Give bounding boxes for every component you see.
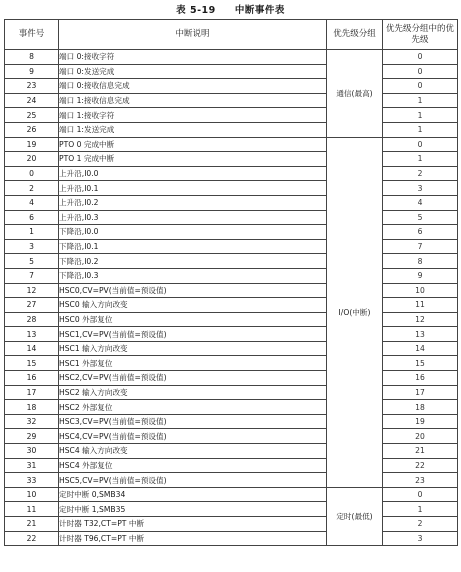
event-number-cell: 9 (5, 64, 59, 79)
description-cell: 下降沿,I0.3 (59, 268, 327, 283)
event-number-cell: 7 (5, 268, 59, 283)
event-number-cell: 6 (5, 210, 59, 225)
description-cell: HSC1 输入方向改变 (59, 341, 327, 356)
table-row (5, 458, 458, 473)
description-cell: HSC1 外部复位 (59, 356, 327, 371)
priority-cell: 0 (383, 64, 458, 79)
event-number-cell: 2 (5, 181, 59, 196)
priority-cell: 18 (383, 400, 458, 415)
event-number-cell: 12 (5, 283, 59, 298)
priority-cell: 7 (383, 239, 458, 254)
table-row (5, 239, 458, 254)
priority-group-cell: 通信(最高) (327, 50, 383, 138)
table-row (5, 371, 458, 386)
event-number-cell: 5 (5, 254, 59, 269)
table-row (5, 64, 458, 79)
priority-cell: 4 (383, 195, 458, 210)
priority-cell: 0 (383, 50, 458, 65)
table-row (5, 502, 458, 517)
event-number-cell: 20 (5, 152, 59, 167)
table-row (5, 487, 458, 502)
description-cell: HSC0 输入方向改变 (59, 298, 327, 313)
event-number-cell: 16 (5, 371, 59, 386)
priority-cell: 3 (383, 181, 458, 196)
event-number-cell: 3 (5, 239, 59, 254)
table-row (5, 137, 458, 152)
priority-cell: 2 (383, 517, 458, 532)
priority-cell: 1 (383, 122, 458, 137)
event-number-cell: 29 (5, 429, 59, 444)
table-row (5, 517, 458, 532)
table-row (5, 93, 458, 108)
description-cell: HSC2 输入方向改变 (59, 385, 327, 400)
table-row (5, 414, 458, 429)
table-title: 中断事件表 (234, 5, 285, 16)
description-cell: 下降沿,I0.0 (59, 225, 327, 240)
event-number-cell: 15 (5, 356, 59, 371)
description-cell: HSC0,CV=PV(当前值=预设值) (59, 283, 327, 298)
priority-cell: 1 (383, 152, 458, 167)
priority-cell: 14 (383, 341, 458, 356)
event-number-cell: 11 (5, 502, 59, 517)
priority-cell: 20 (383, 429, 458, 444)
event-number-cell: 14 (5, 341, 59, 356)
event-number-cell: 22 (5, 531, 59, 546)
description-cell: HSC2 外部复位 (59, 400, 327, 415)
description-cell: 上升沿,I0.1 (59, 181, 327, 196)
event-number-cell: 23 (5, 79, 59, 94)
table-row (5, 444, 458, 459)
header-event-number: 事件号 (5, 20, 59, 50)
table-row (5, 225, 458, 240)
priority-cell: 16 (383, 371, 458, 386)
header-priority-in-group: 优先级分组中的优先级 (383, 20, 458, 50)
priority-cell: 10 (383, 283, 458, 298)
priority-cell: 19 (383, 414, 458, 429)
table-row (5, 79, 458, 94)
priority-cell: 2 (383, 166, 458, 181)
priority-cell: 0 (383, 79, 458, 94)
priority-cell: 0 (383, 137, 458, 152)
event-number-cell: 32 (5, 414, 59, 429)
table-row (5, 181, 458, 196)
description-cell: 端口 0:发送完成 (59, 64, 327, 79)
table-row (5, 531, 458, 546)
description-cell: HSC0 外部复位 (59, 312, 327, 327)
table-row (5, 166, 458, 181)
table-header-row (5, 20, 458, 50)
description-cell: 上升沿,I0.3 (59, 210, 327, 225)
priority-cell: 0 (383, 487, 458, 502)
priority-cell: 23 (383, 473, 458, 488)
description-cell: 端口 0:接收字符 (59, 50, 327, 65)
table-row (5, 268, 458, 283)
event-number-cell: 0 (5, 166, 59, 181)
priority-cell: 15 (383, 356, 458, 371)
event-number-cell: 25 (5, 108, 59, 123)
event-number-cell: 33 (5, 473, 59, 488)
priority-cell: 11 (383, 298, 458, 313)
description-cell: HSC1,CV=PV(当前值=预设值) (59, 327, 327, 342)
description-cell: HSC2,CV=PV(当前值=预设值) (59, 371, 327, 386)
table-row (5, 312, 458, 327)
priority-cell: 8 (383, 254, 458, 269)
event-number-cell: 30 (5, 444, 59, 459)
table-row (5, 429, 458, 444)
event-number-cell: 28 (5, 312, 59, 327)
priority-cell: 21 (383, 444, 458, 459)
table-row (5, 50, 458, 65)
event-number-cell: 24 (5, 93, 59, 108)
description-cell: HSC4 输入方向改变 (59, 444, 327, 459)
table-row (5, 152, 458, 167)
priority-cell: 17 (383, 385, 458, 400)
table-row (5, 108, 458, 123)
priority-cell: 1 (383, 502, 458, 517)
interrupt-events-table (4, 19, 458, 546)
description-cell: 计时器 T32,CT=PT 中断 (59, 517, 327, 532)
description-cell: HSC3,CV=PV(当前值=预设值) (59, 414, 327, 429)
event-number-cell: 8 (5, 50, 59, 65)
event-number-cell: 1 (5, 225, 59, 240)
description-cell: 计时器 T96,CT=PT 中断 (59, 531, 327, 546)
description-cell: PTO 1 完成中断 (59, 152, 327, 167)
event-number-cell: 31 (5, 458, 59, 473)
priority-cell: 22 (383, 458, 458, 473)
table-row (5, 122, 458, 137)
event-number-cell: 17 (5, 385, 59, 400)
event-number-cell: 26 (5, 122, 59, 137)
description-cell: HSC4,CV=PV(当前值=预设值) (59, 429, 327, 444)
table-row (5, 341, 458, 356)
priority-cell: 5 (383, 210, 458, 225)
event-number-cell: 18 (5, 400, 59, 415)
priority-cell: 3 (383, 531, 458, 546)
table-number: 表 5-19 (176, 5, 216, 16)
description-cell: 端口 1:接收字符 (59, 108, 327, 123)
event-number-cell: 13 (5, 327, 59, 342)
table-row (5, 400, 458, 415)
description-cell: 端口 1:接收信息完成 (59, 93, 327, 108)
table-body (5, 50, 458, 546)
priority-cell: 12 (383, 312, 458, 327)
priority-cell: 9 (383, 268, 458, 283)
priority-cell: 1 (383, 108, 458, 123)
priority-group-cell: 定时(最低) (327, 487, 383, 545)
table-row (5, 385, 458, 400)
description-cell: 下降沿,I0.2 (59, 254, 327, 269)
description-cell: 端口 0:接收信息完成 (59, 79, 327, 94)
table-row (5, 473, 458, 488)
table-row (5, 298, 458, 313)
description-cell: 下降沿,I0.1 (59, 239, 327, 254)
event-number-cell: 10 (5, 487, 59, 502)
table-row (5, 356, 458, 371)
table-row (5, 254, 458, 269)
description-cell: 上升沿,I0.0 (59, 166, 327, 181)
table-row (5, 195, 458, 210)
header-priority-group: 优先级分组 (327, 20, 383, 50)
table-row (5, 327, 458, 342)
description-cell: 上升沿,I0.2 (59, 195, 327, 210)
event-number-cell: 21 (5, 517, 59, 532)
description-cell: HSC5,CV=PV(当前值=预设值) (59, 473, 327, 488)
event-number-cell: 4 (5, 195, 59, 210)
event-number-cell: 27 (5, 298, 59, 313)
priority-cell: 6 (383, 225, 458, 240)
priority-cell: 13 (383, 327, 458, 342)
table-row (5, 210, 458, 225)
description-cell: 端口 1:发送完成 (59, 122, 327, 137)
event-number-cell: 19 (5, 137, 59, 152)
table-caption (0, 2, 461, 16)
table-row (5, 283, 458, 298)
priority-cell: 1 (383, 93, 458, 108)
priority-group-cell: I/O(中断) (327, 137, 383, 487)
description-cell: 定时中断 0,SMB34 (59, 487, 327, 502)
description-cell: HSC4 外部复位 (59, 458, 327, 473)
header-description: 中断说明 (59, 20, 327, 50)
description-cell: 定时中断 1,SMB35 (59, 502, 327, 517)
description-cell: PTO 0 完成中断 (59, 137, 327, 152)
